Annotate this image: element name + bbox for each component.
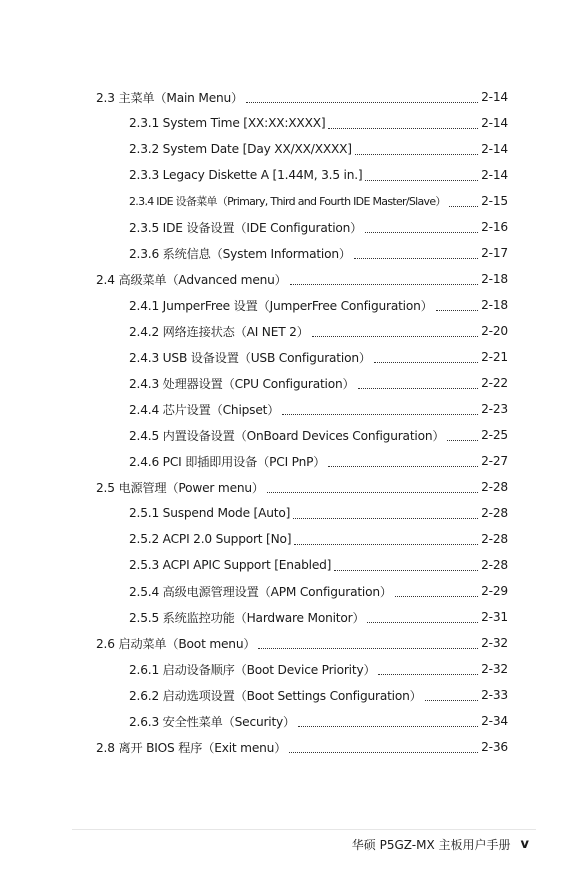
toc-page-number: 2-23 — [481, 402, 508, 416]
toc-dot-leader — [282, 414, 478, 415]
toc-entry-label: 2.4.5 内置设备设置（OnBoard Devices Configuration） — [129, 428, 445, 443]
toc-dot-leader — [294, 544, 478, 545]
toc-page-number: 2-14 — [481, 116, 508, 130]
toc-subsection-entry — [0, 136, 579, 162]
toc-subsection-entry — [0, 604, 579, 630]
toc-dot-leader — [449, 206, 478, 207]
toc-subsection-entry — [0, 110, 579, 136]
toc-entry-label: 2.6.2 启动选项设置（Boot Settings Configuration） — [129, 688, 422, 703]
toc-subsection-entry — [0, 578, 579, 604]
toc-dot-leader — [395, 596, 478, 597]
toc-entry-label: 2.4.4 芯片设置（Chipset） — [129, 402, 280, 417]
toc-dot-leader — [436, 310, 478, 311]
toc-entry-label: 2.5.4 高级电源管理设置（APM Configuration） — [129, 584, 392, 599]
toc-dot-leader — [334, 570, 478, 571]
toc-dot-leader — [298, 726, 478, 727]
toc-page-number: 2-29 — [481, 584, 508, 598]
toc-page-number: 2-32 — [481, 662, 508, 676]
toc-page-number: 2-25 — [481, 428, 508, 442]
footer-page-number: v — [520, 837, 529, 852]
toc-entry-label: 2.5 电源管理（Power menu） — [96, 480, 264, 495]
toc-page-number: 2-21 — [481, 350, 508, 364]
toc-entry-label: 2.3.5 IDE 设备设置（IDE Configuration） — [129, 220, 363, 235]
toc-dot-leader — [290, 284, 478, 285]
toc-entry-label: 2.5.1 Suspend Mode [Auto] — [129, 506, 291, 520]
toc-section-entry — [0, 734, 579, 760]
toc-subsection-entry — [0, 162, 579, 188]
toc-page-number: 2-18 — [481, 298, 508, 312]
toc-dot-leader — [293, 518, 478, 519]
toc-dot-leader — [447, 440, 478, 441]
toc-dot-leader — [378, 674, 478, 675]
toc-page-number: 2-16 — [481, 220, 508, 234]
toc-section-entry — [0, 266, 579, 292]
toc-dot-leader — [328, 128, 478, 129]
toc-dot-leader — [365, 180, 478, 181]
toc-entry-label: 2.4.1 JumperFree 设置（JumperFree Configuration） — [129, 298, 433, 313]
toc-page-number: 2-15 — [481, 194, 508, 208]
toc-entry-label: 2.6.3 安全性菜单（Security） — [129, 714, 296, 729]
toc-entry-label: 2.4 高级菜单（Advanced menu） — [96, 272, 287, 287]
toc-entry-label: 2.3.3 Legacy Diskette A [1.44M, 3.5 in.] — [129, 168, 363, 182]
toc-dot-leader — [246, 102, 478, 103]
toc-page-number: 2-33 — [481, 688, 508, 702]
toc-page-number: 2-31 — [481, 610, 508, 624]
toc-entry-label: 2.3.2 System Date [Day XX/XX/XXXX] — [129, 142, 352, 156]
toc-section-entry — [0, 84, 579, 110]
toc-subsection-entry — [0, 552, 579, 578]
table-of-contents — [0, 84, 579, 760]
page-footer — [352, 836, 529, 853]
toc-entry-label: 2.5.5 系统监控功能（Hardware Monitor） — [129, 610, 365, 625]
toc-dot-leader — [312, 336, 478, 337]
toc-subsection-entry — [0, 240, 579, 266]
toc-subsection-entry — [0, 500, 579, 526]
toc-page-number: 2-28 — [481, 506, 508, 520]
toc-entry-label: 2.5.2 ACPI 2.0 Support [No] — [129, 532, 292, 546]
toc-entry-label: 2.8 离开 BIOS 程序（Exit menu） — [96, 740, 287, 755]
toc-page-number: 2-27 — [481, 454, 508, 468]
toc-page-number: 2-34 — [481, 714, 508, 728]
toc-subsection-entry — [0, 292, 579, 318]
toc-subsection-entry — [0, 526, 579, 552]
toc-entry-label: 2.6.1 启动设备顺序（Boot Device Priority） — [129, 662, 376, 677]
toc-entry-label: 2.5.3 ACPI APIC Support [Enabled] — [129, 558, 332, 572]
toc-dot-leader — [425, 700, 478, 701]
footer-divider — [72, 829, 536, 830]
toc-page-number: 2-22 — [481, 376, 508, 390]
toc-entry-label: 2.3 主菜单（Main Menu） — [96, 90, 244, 105]
toc-subsection-entry — [0, 344, 579, 370]
toc-page-number: 2-14 — [481, 168, 508, 182]
toc-dot-leader — [267, 492, 478, 493]
toc-subsection-entry — [0, 188, 579, 214]
toc-page-number: 2-28 — [481, 532, 508, 546]
toc-subsection-entry — [0, 396, 579, 422]
toc-page-number: 2-14 — [481, 90, 508, 104]
toc-page-number: 2-14 — [481, 142, 508, 156]
toc-subsection-entry — [0, 448, 579, 474]
toc-page-number: 2-28 — [481, 558, 508, 572]
toc-dot-leader — [354, 258, 478, 259]
toc-page-number: 2-32 — [481, 636, 508, 650]
toc-page-number: 2-18 — [481, 272, 508, 286]
toc-dot-leader — [289, 752, 478, 753]
toc-page-number: 2-28 — [481, 480, 508, 494]
footer-title: 华硕 P5GZ-MX 主板用户手册 — [351, 838, 511, 852]
toc-page-number: 2-36 — [481, 740, 508, 754]
toc-entry-label: 2.4.3 处理器设置（CPU Configuration） — [129, 376, 355, 391]
toc-subsection-entry — [0, 708, 579, 734]
toc-entry-label: 2.3.6 系统信息（System Information） — [129, 246, 351, 261]
toc-dot-leader — [367, 622, 478, 623]
toc-entry-label: 2.4.2 网络连接状态（AI NET 2） — [129, 324, 309, 339]
toc-dot-leader — [365, 232, 478, 233]
toc-dot-leader — [358, 388, 478, 389]
toc-subsection-entry — [0, 656, 579, 682]
toc-entry-label: 2.3.4 IDE 设备菜单（Primary, Third and Fourth IDE Master/Slave） — [129, 195, 446, 208]
toc-section-entry — [0, 630, 579, 656]
toc-subsection-entry — [0, 682, 579, 708]
toc-entry-label: 2.3.1 System Time [XX:XX:XXXX] — [129, 116, 326, 130]
toc-dot-leader — [258, 648, 478, 649]
toc-entry-label: 2.6 启动菜单（Boot menu） — [96, 636, 256, 651]
toc-section-entry — [0, 474, 579, 500]
toc-subsection-entry — [0, 214, 579, 240]
toc-subsection-entry — [0, 370, 579, 396]
toc-page-number: 2-20 — [481, 324, 508, 338]
toc-entry-label: 2.4.6 PCI 即插即用设备（PCI PnP） — [129, 454, 326, 469]
toc-subsection-entry — [0, 318, 579, 344]
toc-entry-label: 2.4.3 USB 设备设置（USB Configuration） — [129, 350, 371, 365]
toc-dot-leader — [355, 154, 478, 155]
toc-subsection-entry — [0, 422, 579, 448]
toc-dot-leader — [328, 466, 478, 467]
toc-page-number: 2-17 — [481, 246, 508, 260]
toc-dot-leader — [374, 362, 478, 363]
